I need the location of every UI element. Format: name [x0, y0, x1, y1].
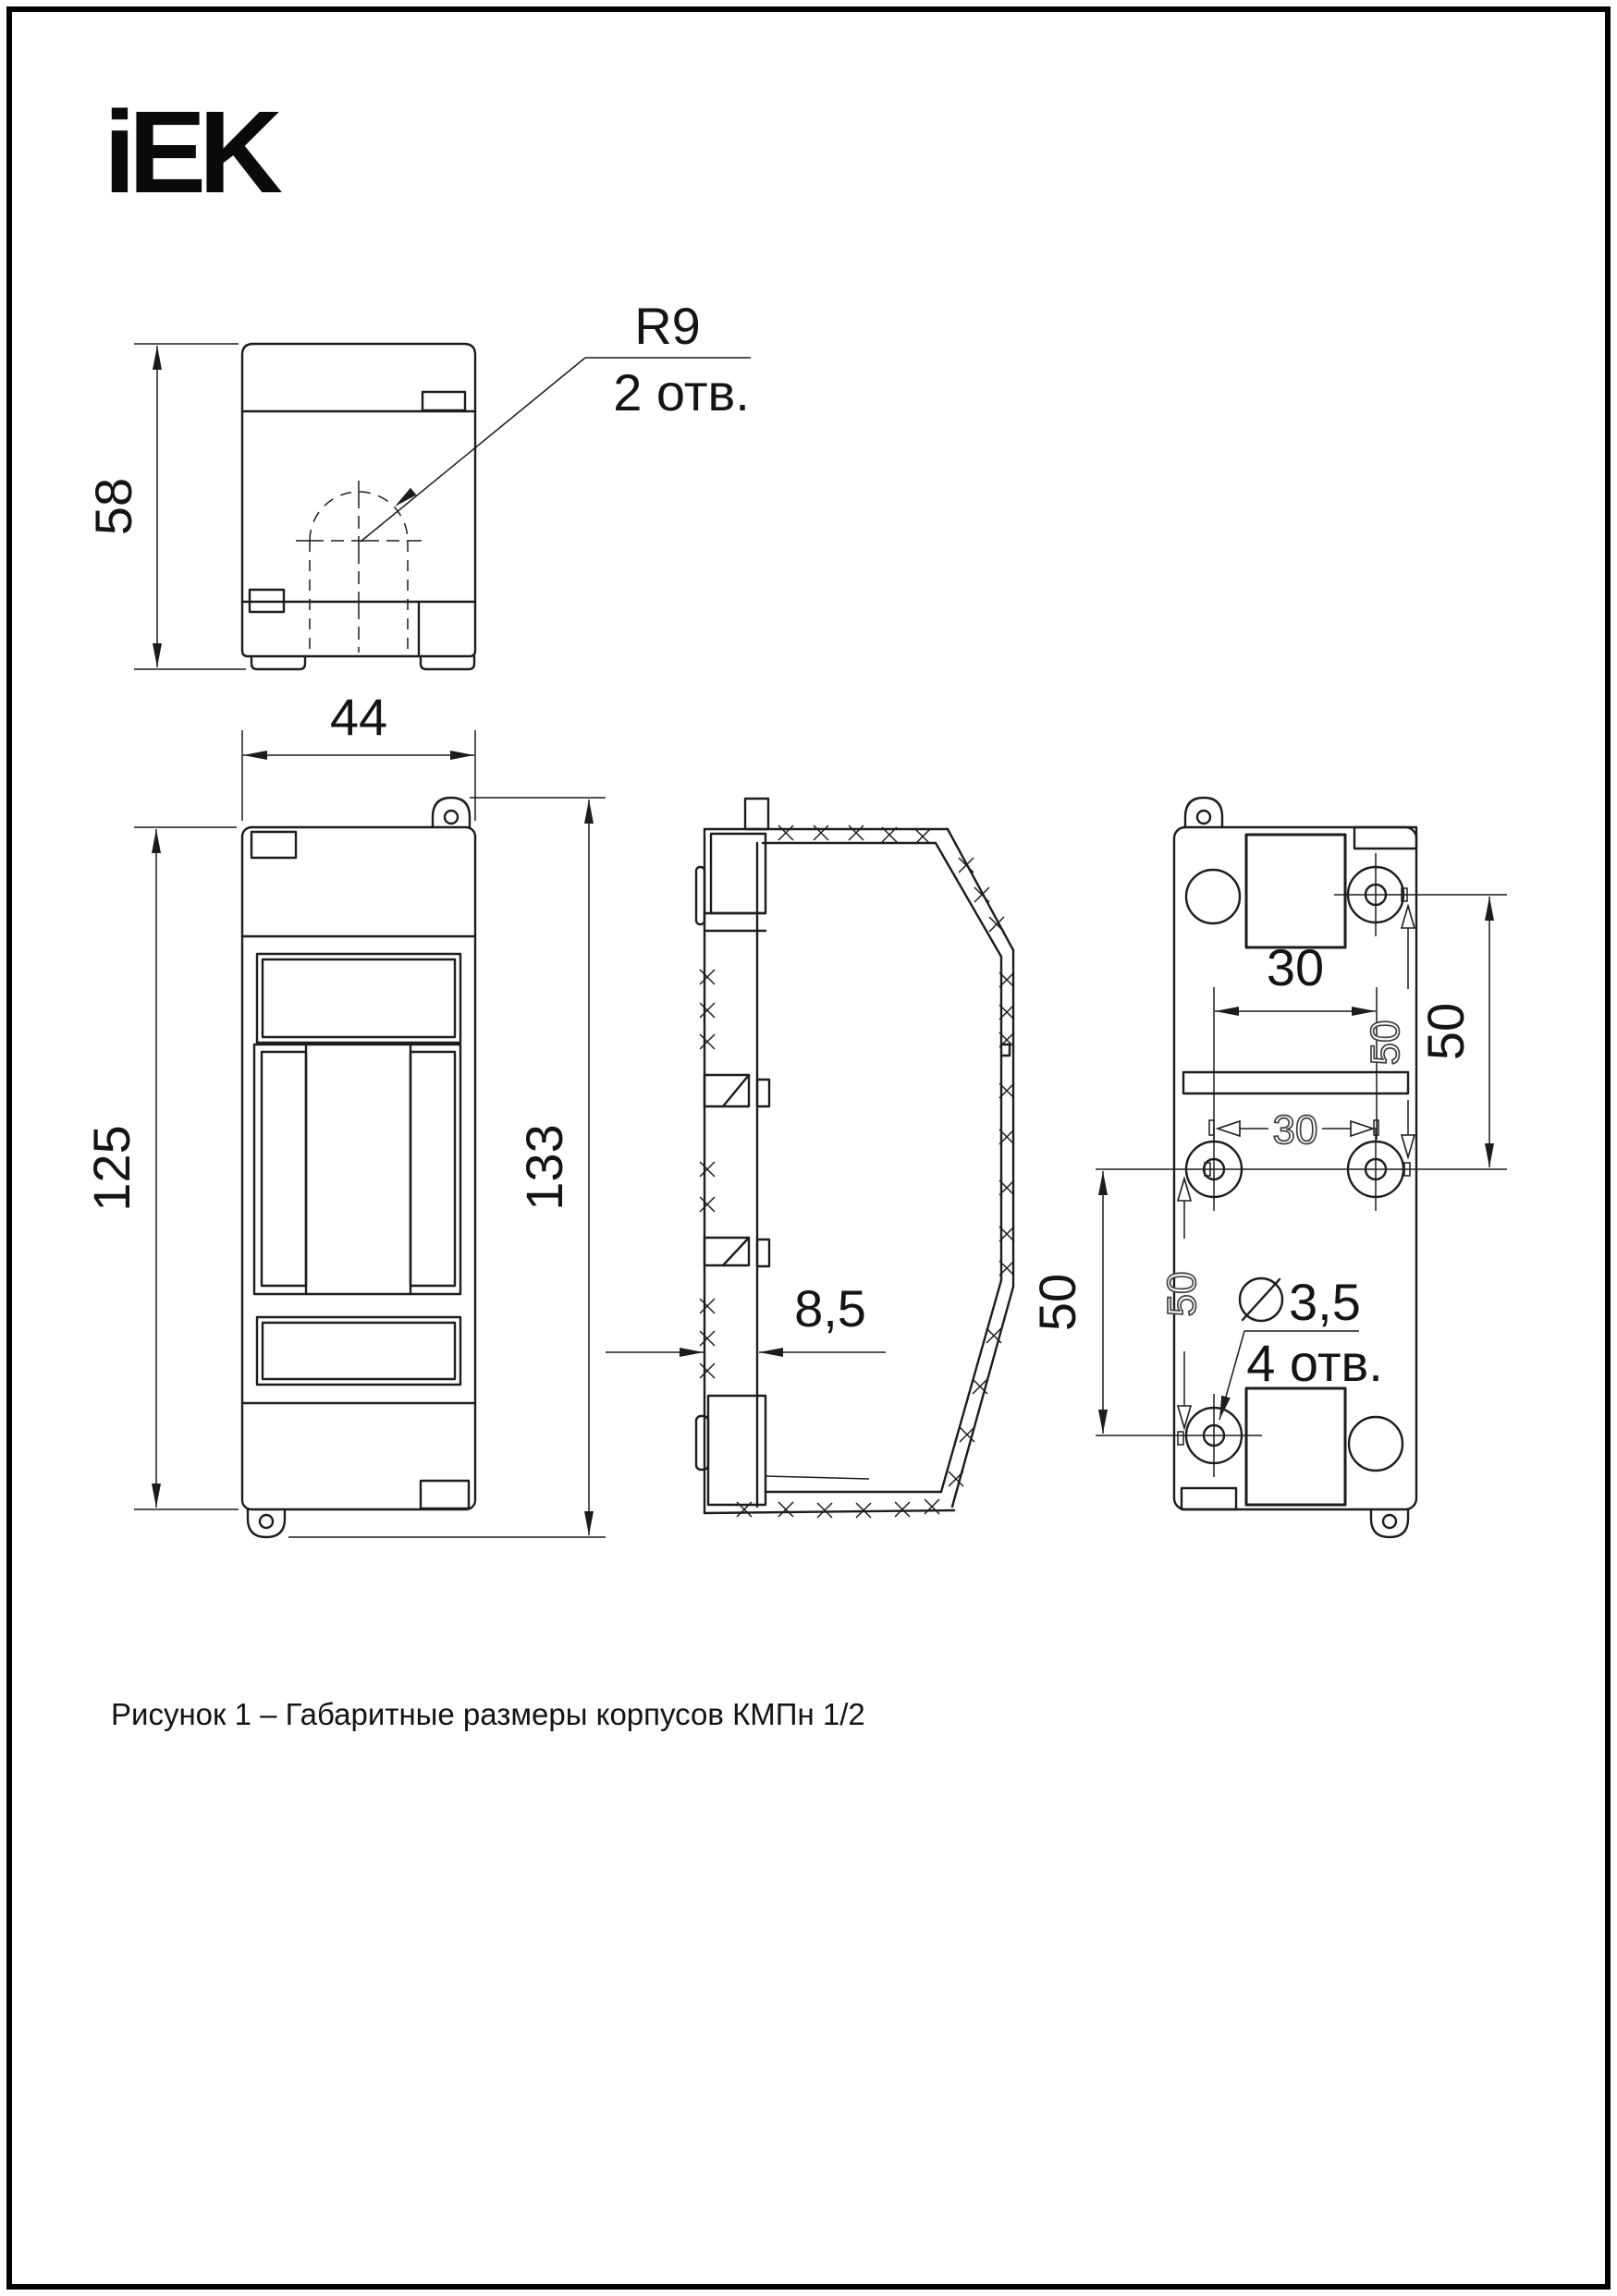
mounting-ear-bottom	[248, 1509, 285, 1537]
dim-label-58: 58	[84, 477, 142, 536]
figure-caption: Рисунок 1 – Габаритные размеры корпусов КМПн 1/2	[111, 1697, 865, 1731]
front-body	[242, 827, 475, 1509]
dim-label-50-right: 50	[1416, 1002, 1475, 1061]
ear-hole	[1383, 1515, 1396, 1528]
dimension-133	[288, 798, 606, 1537]
dimension-8-5	[606, 1279, 886, 1357]
top-view	[84, 297, 751, 669]
hole-count-label: 4 отв.	[1246, 1334, 1383, 1392]
knockout-circle	[1349, 1417, 1403, 1471]
dim-label-30: 30	[1266, 938, 1325, 996]
top-tab	[745, 799, 768, 829]
corner-notch	[1354, 827, 1416, 849]
hole-diameter-value: 3,5	[1289, 1273, 1361, 1331]
knockout-opening	[1246, 1388, 1345, 1505]
dim-label-44: 44	[329, 688, 388, 746]
clip-latch	[421, 1481, 469, 1508]
svg-text:50: 50	[1363, 1020, 1408, 1066]
cover-parting-notch	[1001, 1044, 1010, 1056]
ear-hole	[1197, 811, 1210, 824]
page-border	[9, 9, 1608, 2287]
back-view	[1028, 798, 1507, 1537]
corner-notch	[1182, 1488, 1236, 1509]
diameter-symbol-icon	[1243, 1279, 1280, 1320]
leader-arrowhead	[1219, 1396, 1231, 1420]
radius-callout-count: 2 отв.	[613, 363, 750, 421]
label-window	[257, 1317, 460, 1385]
module-window-frame	[254, 1044, 460, 1294]
foot	[251, 656, 305, 669]
dimension-50-right	[1416, 897, 1494, 1167]
module-window-side	[410, 1052, 455, 1286]
radius-callout: R9	[634, 297, 701, 355]
molded-tick	[1178, 1432, 1183, 1445]
dimension-58	[84, 344, 246, 669]
front-view	[82, 688, 606, 1537]
clip-latch	[251, 832, 296, 858]
module-window-side	[262, 1052, 306, 1286]
molded-marking-50-left	[1159, 1179, 1205, 1428]
dimension-50-left	[1028, 1171, 1108, 1434]
svg-text:50: 50	[1159, 1271, 1205, 1317]
molded-marking-30	[1218, 1107, 1373, 1153]
ear-hole	[445, 811, 458, 824]
mounting-ear-bottom	[1371, 1509, 1408, 1537]
molded-marking-50-right	[1363, 906, 1415, 1157]
knockout-opening	[1246, 835, 1345, 947]
knockout-circle	[1186, 870, 1240, 923]
side-view	[606, 799, 1014, 1518]
iek-logo: iEK	[104, 87, 276, 217]
hole-diameter-callout	[1219, 1273, 1383, 1420]
din-rail-bar	[1183, 1072, 1408, 1093]
dim-label-133: 133	[515, 1124, 573, 1211]
hinge-bump	[696, 867, 704, 924]
dimension-125	[82, 827, 239, 1509]
section-hatching	[700, 825, 1014, 1518]
leader-line	[361, 358, 585, 542]
foot	[421, 656, 474, 669]
label-window	[257, 954, 460, 1043]
dim-label-125: 125	[82, 1125, 141, 1212]
ear-hole	[260, 1515, 273, 1528]
dim-label-8-5: 8,5	[794, 1279, 866, 1337]
clip-latch	[423, 392, 465, 410]
leader-arrowhead	[395, 488, 416, 507]
dim-label-50-left: 50	[1028, 1273, 1086, 1332]
svg-text:30: 30	[1272, 1107, 1318, 1153]
hinge-bump	[696, 1416, 708, 1470]
